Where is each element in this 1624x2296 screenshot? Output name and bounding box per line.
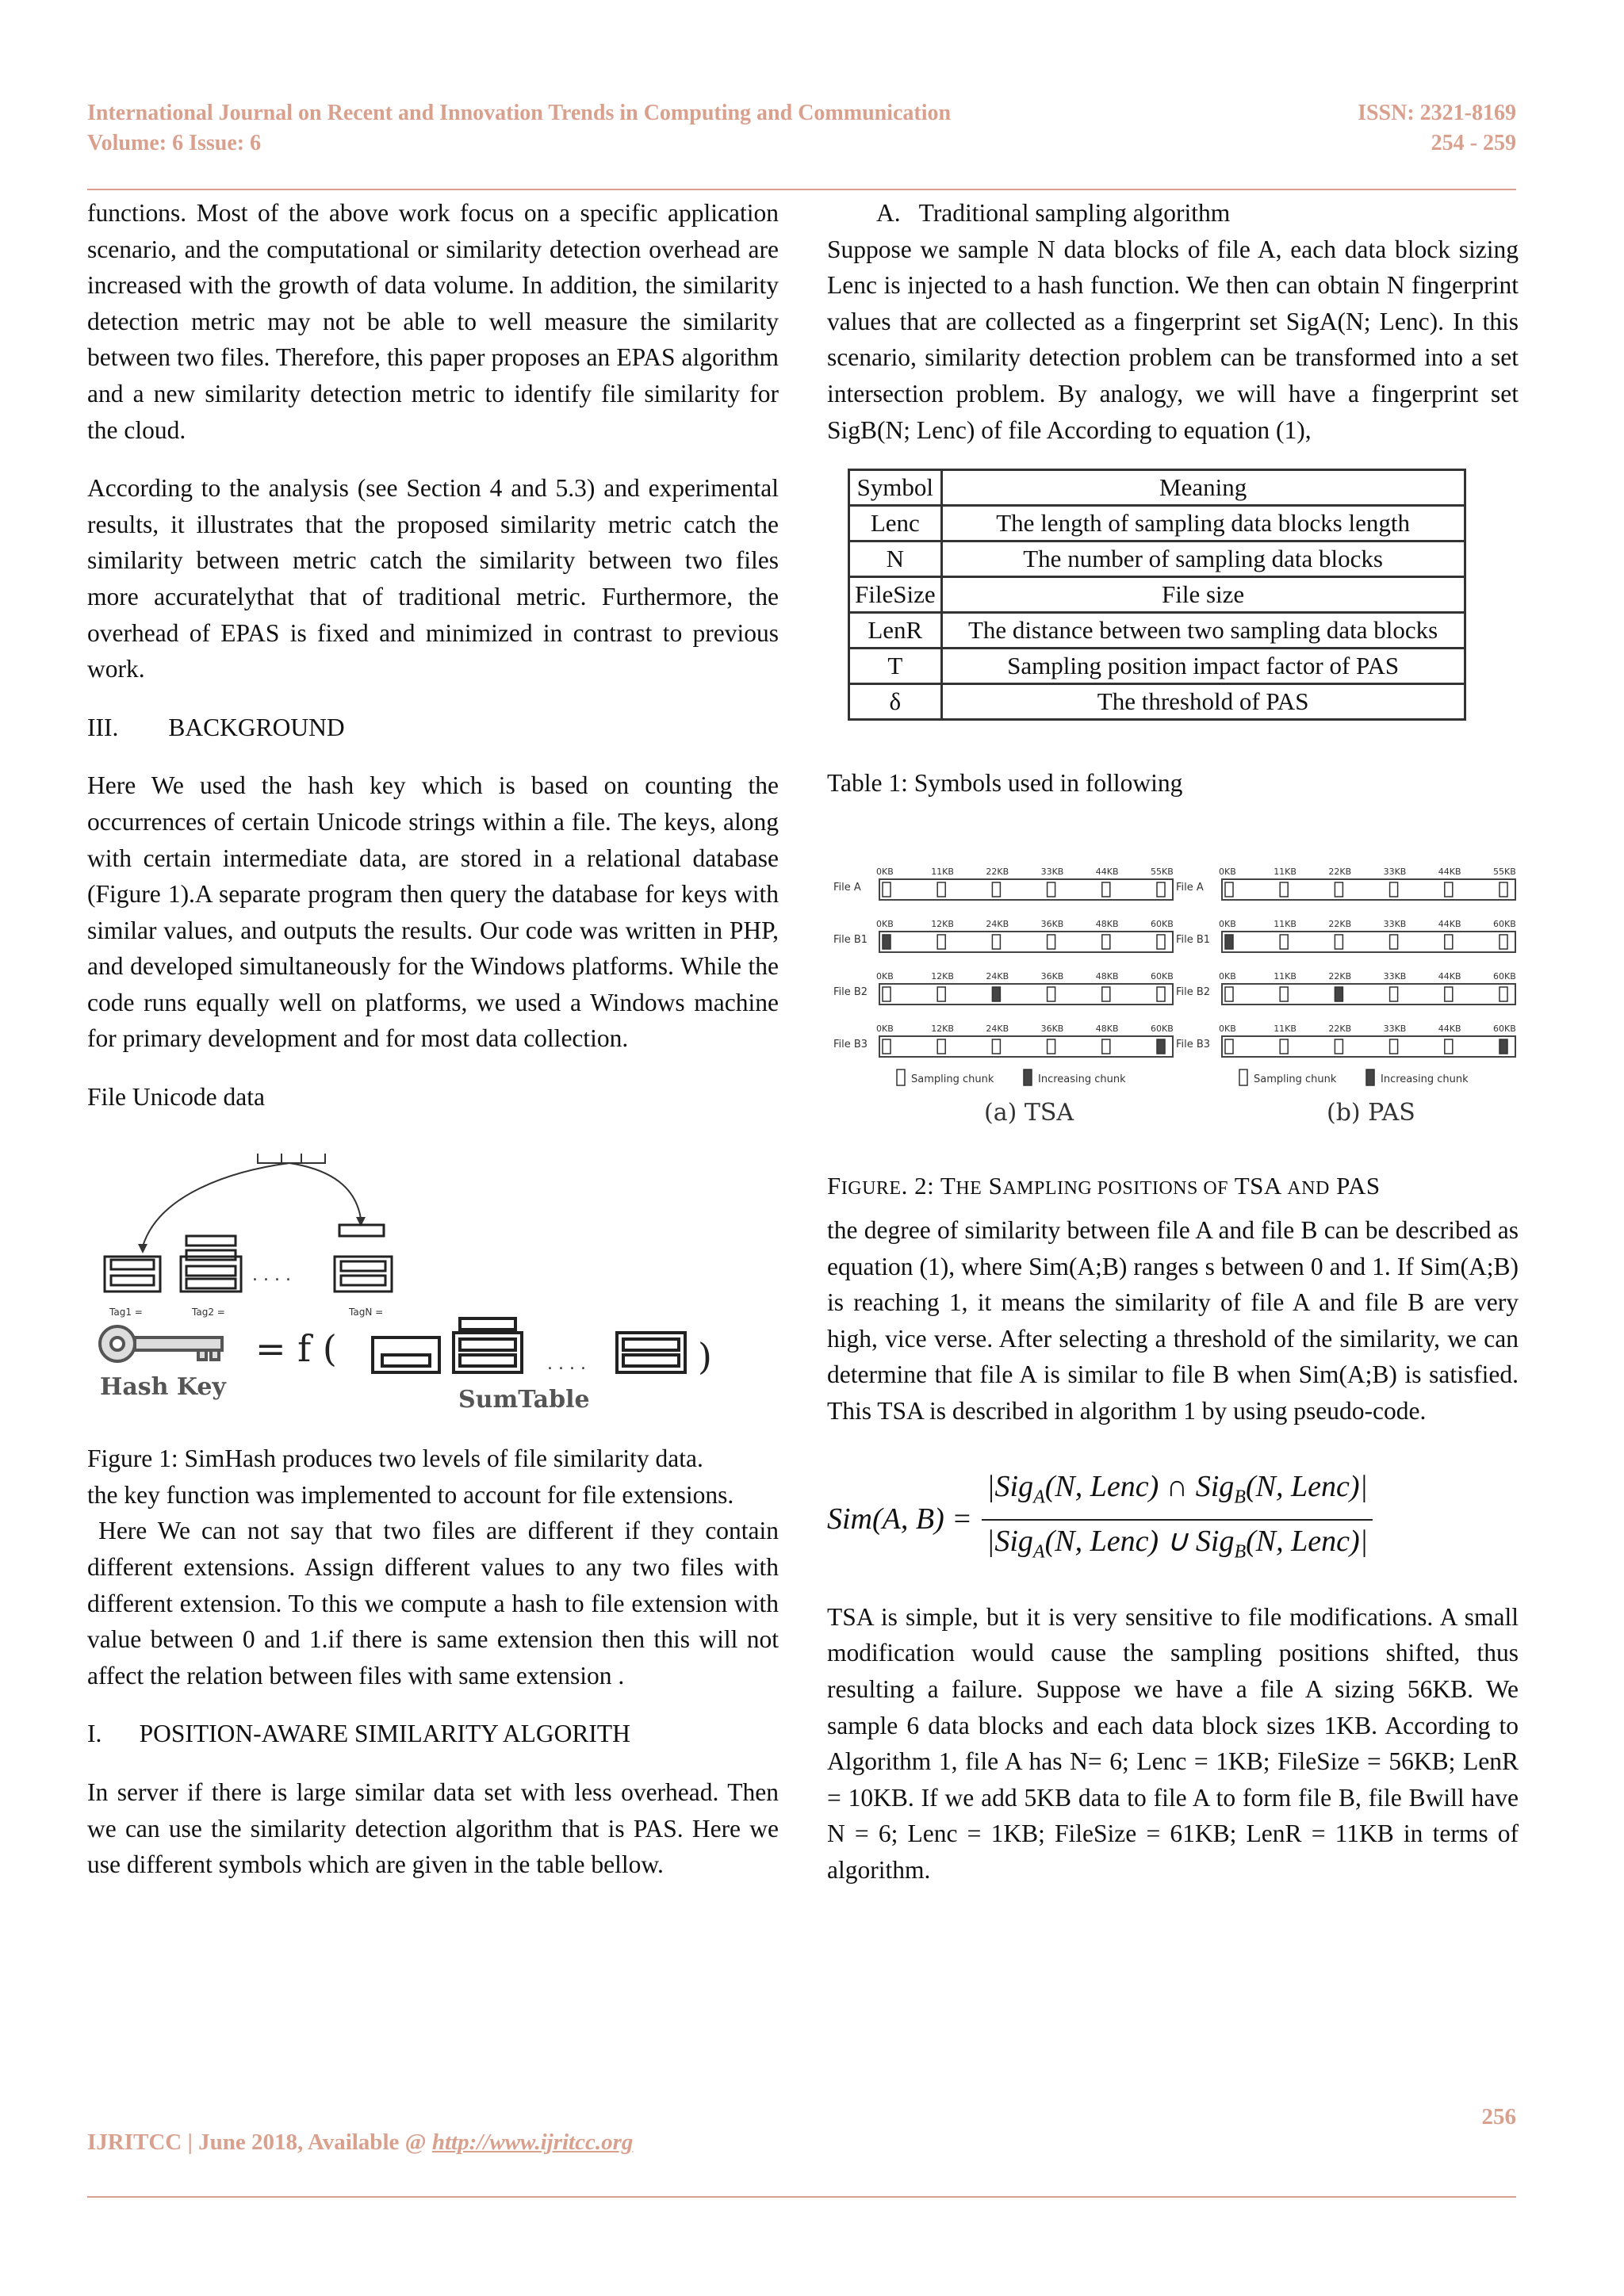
table-cell-symbol: T xyxy=(849,649,942,684)
tick-label: 0KB xyxy=(876,918,894,929)
tick-label: 11KB xyxy=(931,866,954,877)
table-caption: Table 1: Symbols used in following xyxy=(827,769,1183,798)
table-row xyxy=(849,684,1465,720)
eq-sub: B xyxy=(1234,1487,1246,1508)
equation-fraction xyxy=(982,1469,1373,1571)
table-cell-symbol: LenR xyxy=(849,613,942,649)
tick-label: 24KB xyxy=(986,918,1009,929)
tick-label: 0KB xyxy=(1219,1023,1236,1034)
tagN-label: TagN = xyxy=(349,1306,384,1318)
sampling-chunk xyxy=(992,1039,1000,1054)
table-cell-meaning: The length of sampling data blocks length xyxy=(941,506,1465,541)
legend-increasing-label: Increasing chunk xyxy=(1381,1073,1469,1085)
left-paragraph-2: According to the analysis (see Section 4 and 5.3) and experimental results, it illustrates that the proposed similarity metric catch the similarity between metric catch the similarity between two files more accuratelythat that of traditional metric. Furthermore, the overhead of EPAS is fixed and minimized in contrast to previous work. xyxy=(87,474,779,683)
arrow-to-tagN xyxy=(289,1163,361,1219)
caption-part: TSA xyxy=(1228,1172,1288,1200)
sampling-chunk xyxy=(1280,882,1288,897)
left-paragraph-6: Here We can not say that two files are different if they contain different extensions. Assign different values to any two files with different extension. To this we compute a hash to file extension with value between 0 and 1.if there is same extension then this will not affect the relation between files with same extension . xyxy=(87,1517,785,1689)
sampling-chunk xyxy=(1445,882,1453,897)
sampling-chunk xyxy=(1445,935,1453,949)
tick-label: 24KB xyxy=(986,970,1009,982)
journal-title: International Journal on Recent and Innovation Trends in Computing and Communication xyxy=(87,101,952,125)
tag1-table-icon xyxy=(105,1257,160,1292)
tick-label: 0KB xyxy=(876,970,894,982)
file-row-label: File B2 xyxy=(833,985,868,998)
function-close: ) xyxy=(698,1334,712,1378)
tick-label: 11KB xyxy=(1274,970,1297,982)
file-row-label: File B3 xyxy=(1176,1038,1211,1050)
sampling-chunk xyxy=(1280,987,1288,1001)
journal-issn: ISSN: 2321-8169 xyxy=(1358,101,1516,125)
tick-label: 44KB xyxy=(1438,918,1461,929)
sampling-chunk xyxy=(883,882,891,897)
equation-numerator xyxy=(982,1469,1373,1519)
tick-label: 44KB xyxy=(1095,866,1119,877)
file-bar xyxy=(1222,932,1515,952)
table-header-meaning: Meaning xyxy=(941,470,1465,506)
tick-label: 33KB xyxy=(1383,970,1407,982)
left-paragraph-7: In server if there is large similar data set with less overhead. Then we can use the similarity detection algorithm that is PAS. Here we use different symbols which are given in the table bellow. xyxy=(87,1778,779,1879)
file-bracket xyxy=(258,1154,325,1163)
file-bar xyxy=(879,984,1173,1004)
sampling-chunk xyxy=(1225,882,1233,897)
tick-label: 11KB xyxy=(1274,918,1297,929)
eq-sub: B xyxy=(1234,1541,1247,1563)
right-column xyxy=(827,195,1519,1888)
tick-label: 36KB xyxy=(1040,918,1064,929)
legend-sampling-label: Sampling chunk xyxy=(911,1073,994,1085)
sumtable-icon-2 xyxy=(454,1318,522,1372)
tag2-table-icon xyxy=(181,1236,241,1292)
file-row-label: File B2 xyxy=(1176,985,1211,998)
tag-dots: . . . . xyxy=(252,1265,291,1285)
panel-label: (a) TSA xyxy=(984,1098,1074,1127)
arrow-to-tag1 xyxy=(143,1163,289,1246)
section-heading-background: III. BACKGROUND xyxy=(87,713,345,741)
panel-label: (b) PAS xyxy=(1327,1098,1415,1127)
eq-part: (N, Lenc)| xyxy=(1246,1524,1369,1558)
right-paragraph-3: TSA is simple, but it is very sensitive to file modifications. A small modification would cause the sampling positions shifted, thus resulting a failure. Suppose we have a file A sizing 56KB. We sample 6 data blocks and each data block sizes 1KB. According to Algorithm 1, file A has N= 6; Lenc = 1KB; FileSize = 56KB; LenR = 10KB. If we add 5KB data to file A to form file B, file Bwill have N = 6; Lenc = 1KB; FileSize = 61KB; LenR = 11KB in terms of algorithm. xyxy=(827,1602,1519,1885)
sampling-chunk xyxy=(1390,987,1398,1001)
eq-part: |Sig xyxy=(986,1469,1034,1503)
tick-label: 12KB xyxy=(931,918,954,929)
tick-label: 33KB xyxy=(1383,866,1407,877)
sampling-chunk xyxy=(1335,882,1342,897)
tick-label: 48KB xyxy=(1095,970,1119,982)
journal-link[interactable]: http://www.ijritcc.org xyxy=(431,2130,634,2155)
sampling-chunk xyxy=(1048,1039,1055,1054)
file-row-label: File B3 xyxy=(833,1038,868,1050)
sampling-chunk xyxy=(883,1039,891,1054)
similarity-equation xyxy=(827,1469,1519,1571)
caption-part: AND xyxy=(1287,1178,1330,1200)
tick-label: 11KB xyxy=(1274,1023,1297,1034)
sampling-chunk xyxy=(1280,935,1288,949)
tick-label: 12KB xyxy=(931,1023,954,1034)
sampling-chunk xyxy=(1102,987,1110,1001)
increasing-chunk xyxy=(1335,987,1342,1001)
sampling-chunk xyxy=(1102,1039,1110,1054)
tick-label: 60KB xyxy=(1493,918,1516,929)
sampling-chunk xyxy=(1390,1039,1398,1054)
tick-label: 22KB xyxy=(1328,1023,1352,1034)
page-range: 254 - 259 xyxy=(1431,131,1516,155)
tick-label: 48KB xyxy=(1095,1023,1119,1034)
eq-sub: A xyxy=(1032,1541,1045,1563)
sampling-chunk xyxy=(1157,935,1165,949)
subsection-heading-tsa: A. Traditional sampling algorithm xyxy=(876,199,1231,227)
sampling-chunk xyxy=(992,882,1000,897)
table-cell-symbol: FileSize xyxy=(849,577,942,613)
sampling-chunk xyxy=(1048,987,1055,1001)
file-row-label: File A xyxy=(1176,881,1204,894)
sampling-chunk xyxy=(1335,935,1342,949)
tick-label: 60KB xyxy=(1493,970,1516,982)
table-cell-meaning: The distance between two sampling data blocks xyxy=(941,613,1465,649)
equation-denominator xyxy=(982,1519,1373,1571)
tick-label: 44KB xyxy=(1438,970,1461,982)
table-cell-symbol: Lenc xyxy=(849,506,942,541)
increasing-chunk xyxy=(1157,1039,1165,1054)
table-row xyxy=(849,613,1465,649)
table-cell-meaning: Sampling position impact factor of PAS xyxy=(941,649,1465,684)
tick-label: 22KB xyxy=(1328,970,1352,982)
table-row xyxy=(849,649,1465,684)
sampling-chunk xyxy=(1500,882,1507,897)
symbols-table xyxy=(848,469,1466,721)
table-cell-meaning: File size xyxy=(941,577,1465,613)
tick-label: 0KB xyxy=(876,1023,894,1034)
tick-label: 55KB xyxy=(1493,866,1516,877)
sumtable-dots: . . . . xyxy=(547,1353,586,1374)
right-paragraph-2: the degree of similarity between file A and file B can be described as equation (1), where Sim(A;B) ranges s between 0 and 1. If Sim(A;B) is reaching 1, it means the similarity of file A and file B are very high, vice verse. After selecting a threshold of the similarity, we can determine that file A is similar to file B when Sim(A;B) is satisfied. This TSA is described in algorithm 1 by using pseudo-code. xyxy=(827,1215,1519,1425)
sampling-chunk xyxy=(1390,882,1398,897)
increasing-chunk xyxy=(992,987,1000,1001)
journal-volume: Volume: 6 Issue: 6 xyxy=(87,131,262,155)
tick-label: 33KB xyxy=(1040,866,1064,877)
sampling-chunk xyxy=(1157,882,1165,897)
tick-label: 60KB xyxy=(1151,1023,1174,1034)
tick-label: 33KB xyxy=(1383,1023,1407,1034)
legend-sampling-swatch xyxy=(897,1070,905,1085)
hash-key-icon xyxy=(100,1326,222,1361)
footer-rule xyxy=(87,2196,1516,2198)
tick-label: 0KB xyxy=(1219,918,1236,929)
section-heading-position-aware: I. POSITION-AWARE SIMILARITY ALGORITH xyxy=(87,1720,630,1748)
file-bar xyxy=(1222,879,1515,900)
table-row xyxy=(849,541,1465,577)
left-paragraph-1: functions. Most of the above work focus on a specific application scenario, and the computational or similarity detection overhead are increased with the growth of data volume. In addition, the similarity detection metric may not be able to well measure the similarity between two files. Therefore, this paper proposes an EPAS algorithm and a new similarity detection metric to identify file similarity for the cloud. xyxy=(87,199,779,444)
table-row xyxy=(849,577,1465,613)
eq-part: |Sig xyxy=(986,1524,1033,1558)
caption-part: . 2: T xyxy=(901,1172,956,1200)
tick-label: 0KB xyxy=(1219,866,1236,877)
caption-part: AMPLING POSITIONS OF xyxy=(1002,1178,1229,1200)
legend-increasing-label: Increasing chunk xyxy=(1038,1073,1126,1085)
sampling-chunk xyxy=(1102,882,1110,897)
sampling-chunk xyxy=(1048,882,1055,897)
footer-text xyxy=(87,2130,633,2156)
tick-label: 33KB xyxy=(1383,918,1407,929)
tick-label: 36KB xyxy=(1040,970,1064,982)
table-cell-meaning: The number of sampling data blocks xyxy=(941,541,1465,577)
running-header-right xyxy=(1358,98,1516,159)
sampling-chunk xyxy=(1225,1039,1233,1054)
hash-key-label: Hash Key xyxy=(100,1372,226,1401)
table-cell-symbol: N xyxy=(849,541,942,577)
legend-increasing-swatch xyxy=(1366,1070,1374,1085)
page-number: 256 xyxy=(1481,2104,1516,2130)
table-cell-meaning: The threshold of PAS xyxy=(941,684,1465,720)
caption-part: IGURE xyxy=(841,1178,902,1200)
tick-label: 22KB xyxy=(1328,866,1352,877)
caption-part: F xyxy=(827,1172,841,1200)
tick-label: 11KB xyxy=(1274,866,1297,877)
sampling-chunk xyxy=(937,1039,945,1054)
file-bar xyxy=(879,1036,1173,1057)
caption-part: S xyxy=(982,1172,1003,1200)
table-header-symbol: Symbol xyxy=(849,470,942,506)
sampling-chunk xyxy=(1445,1039,1453,1054)
left-paragraph-3: Here We used the hash key which is based on counting the occurrences of certain Unicode strings within a file. The keys, along with certain intermediate data, are stored in a relational database (Figure 1).A separate program then query the database for keys with similar values, and outputs the results. Our code was written in PHP, and developed simultaneously for the Windows platforms. While the code runs equally well on platforms, we used a Windows machine for primary development and for most data collection. xyxy=(87,771,779,1053)
figure-1-caption: Figure 1: SimHash produces two levels of file similarity data. xyxy=(87,1445,703,1473)
sampling-chunk xyxy=(937,935,945,949)
caption-part: PAS xyxy=(1329,1172,1381,1200)
tick-label: 60KB xyxy=(1493,1023,1516,1034)
figure-2-caption xyxy=(827,1168,1519,1207)
tick-label: 60KB xyxy=(1151,970,1174,982)
eq-part: (N, Lenc)| xyxy=(1245,1469,1368,1503)
sumtable-icon-1 xyxy=(373,1337,439,1372)
table-header-row xyxy=(849,470,1465,506)
sampling-chunk xyxy=(1500,935,1507,949)
tick-label: 0KB xyxy=(876,866,894,877)
tick-label: 22KB xyxy=(1328,918,1352,929)
function-equals: = f ( xyxy=(255,1326,337,1370)
sampling-chunk xyxy=(937,987,945,1001)
legend-sampling-label: Sampling chunk xyxy=(1254,1073,1337,1085)
sumtable-icon-3 xyxy=(617,1333,685,1372)
left-column xyxy=(87,195,785,1883)
legend-sampling-swatch xyxy=(1239,1070,1247,1085)
tick-label: 0KB xyxy=(1219,970,1236,982)
eq-part: (N, Lenc) ∩ Sig xyxy=(1044,1469,1235,1503)
figure-2-sampling-positions xyxy=(827,833,1519,1135)
tick-label: 60KB xyxy=(1151,918,1174,929)
tick-label: 44KB xyxy=(1438,866,1461,877)
arrowhead-1 xyxy=(138,1244,147,1253)
sampling-chunk xyxy=(1335,1039,1342,1054)
tick-label: 24KB xyxy=(986,1023,1009,1034)
sumtable-label: SumTable xyxy=(458,1385,590,1414)
tagN-table-icon xyxy=(335,1225,392,1292)
sampling-chunk xyxy=(1102,935,1110,949)
eq-part: (N, Lenc) ∪ Sig xyxy=(1044,1524,1235,1558)
tick-label: 22KB xyxy=(986,866,1009,877)
file-bar xyxy=(1222,1036,1515,1057)
increasing-chunk xyxy=(1500,1039,1507,1054)
figure-1-simhash-diagram xyxy=(87,1139,779,1425)
tick-label: 44KB xyxy=(1438,1023,1461,1034)
file-bar xyxy=(1222,984,1515,1004)
sampling-chunk xyxy=(1445,987,1453,1001)
tag1-label: Tag1 = xyxy=(109,1306,143,1318)
table-cell-symbol: δ xyxy=(849,684,942,720)
sampling-chunk xyxy=(992,935,1000,949)
tick-label: 55KB xyxy=(1151,866,1174,877)
file-bar xyxy=(879,879,1173,900)
legend-increasing-swatch xyxy=(1024,1070,1032,1085)
file-row-label: File B1 xyxy=(1176,933,1211,946)
file-row-label: File A xyxy=(833,881,861,894)
sampling-chunk xyxy=(1390,935,1398,949)
tag2-label: Tag2 = xyxy=(192,1306,225,1318)
sampling-chunk xyxy=(1048,935,1055,949)
file-bar xyxy=(879,932,1173,952)
sampling-chunk xyxy=(1500,987,1507,1001)
sampling-chunk xyxy=(1157,987,1165,1001)
file-row-label: File B1 xyxy=(833,933,868,946)
left-paragraph-4: File Unicode data xyxy=(87,1083,265,1112)
increasing-chunk xyxy=(883,935,891,949)
sampling-chunk xyxy=(937,882,945,897)
tick-label: 36KB xyxy=(1040,1023,1064,1034)
left-paragraph-5: the key function was implemented to account for file extensions. xyxy=(87,1480,734,1509)
tick-label: 12KB xyxy=(931,970,954,982)
eq-sub: A xyxy=(1033,1487,1045,1508)
running-header-left xyxy=(87,98,951,159)
table-row xyxy=(849,506,1465,541)
tick-label: 48KB xyxy=(1095,918,1119,929)
sampling-chunk xyxy=(1280,1039,1288,1054)
equation-lhs: Sim(A, B) = xyxy=(827,1502,972,1536)
caption-part: HE xyxy=(956,1178,982,1200)
increasing-chunk xyxy=(1225,935,1233,949)
header-rule xyxy=(87,189,1516,190)
sampling-chunk xyxy=(1225,987,1233,1001)
right-paragraph-1: Suppose we sample N data blocks of file A, each data block sizing Lenc is injected to a hash function. We then can obtain N fingerprint values that are collected as a fingerprint set SigA(N; Lenc). In this scenario, similarity detection problem can be transformed into a set intersection problem. By analogy, we will have a fingerprint set SigB(N; Lenc) of file According to equation (1), xyxy=(827,235,1519,444)
sampling-chunk xyxy=(883,987,891,1001)
footer-label: IJRITCC | June 2018, Available @ xyxy=(87,2130,432,2155)
